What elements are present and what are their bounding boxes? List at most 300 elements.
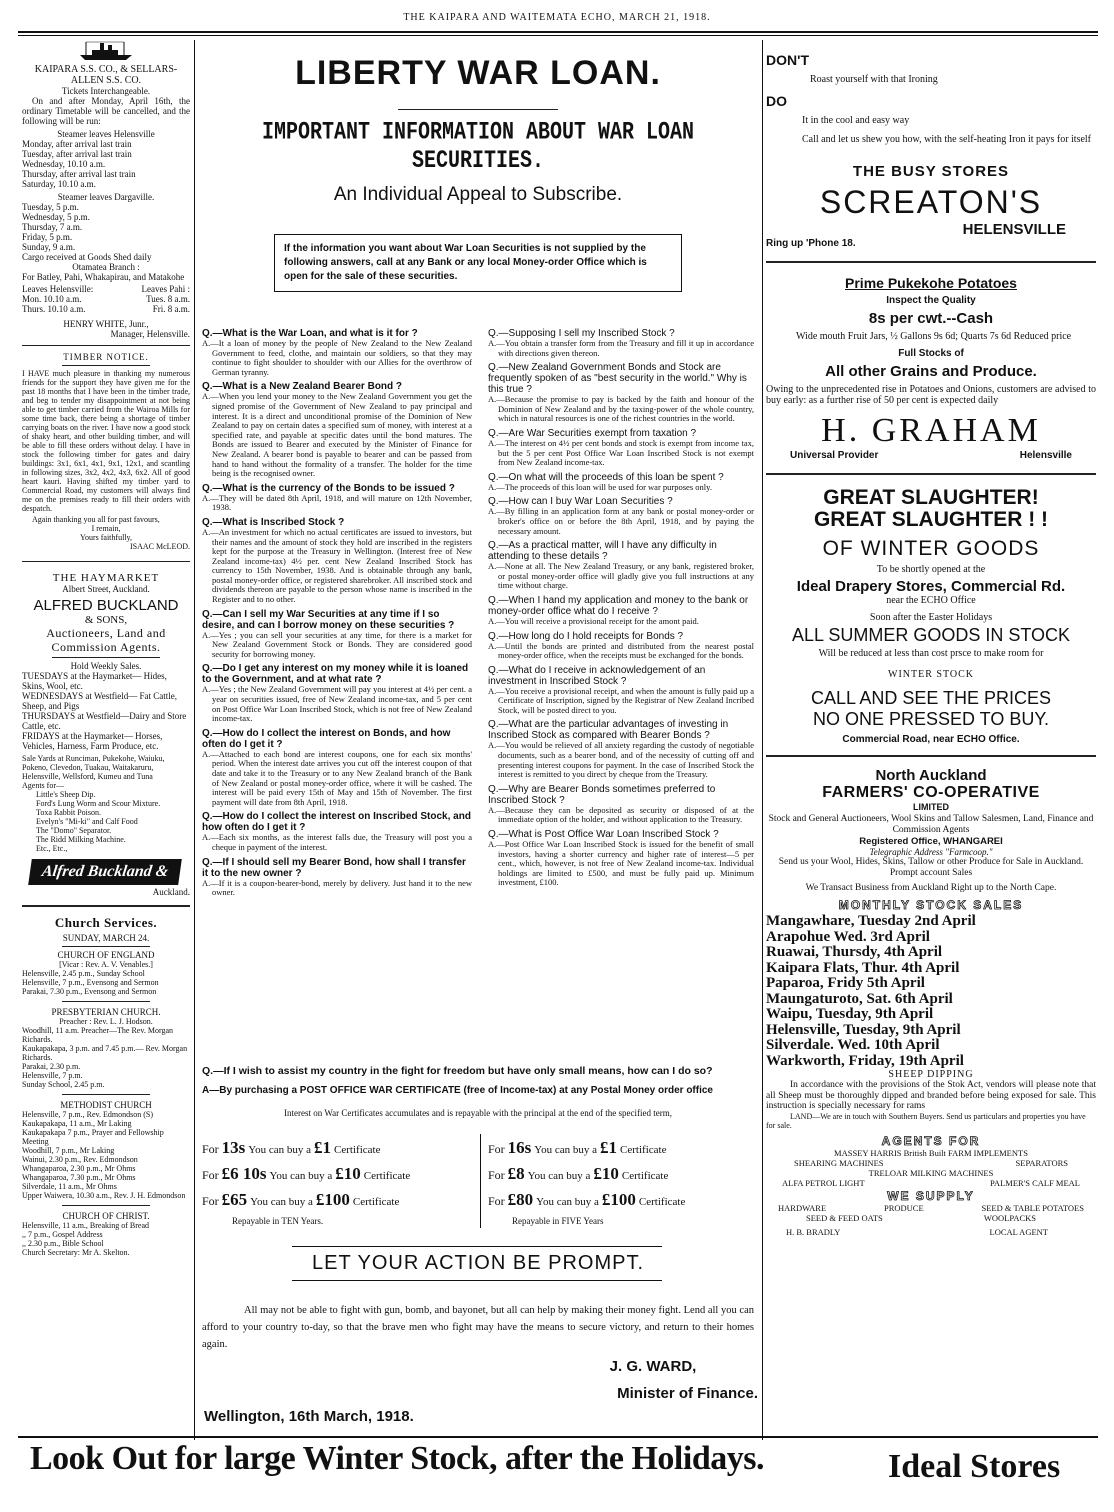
signer-name: J. G. WARD, xyxy=(609,1358,697,1375)
question: Q.—New Zealand Government Bonds and Stock are frequently spoken of as "best security in the world." Why is this true ? xyxy=(488,362,747,396)
certificate-row xyxy=(202,1138,472,1158)
reduced-text: Will be reduced at less than cost prsce to make room for xyxy=(818,648,1044,659)
question: Q.—What is Inscribed Stock ? xyxy=(202,516,345,528)
certificate-accumulates: Interest on War Certificates accumulates and is repayable with the principal at the end of the specified term, xyxy=(284,1108,672,1118)
kaipara-cargo: Cargo received at Goods Shed daily xyxy=(22,252,152,262)
list-item: Silverdale. Wed. 10th April xyxy=(766,1037,940,1053)
massey-harris: MASSEY HARRIS British Built FARM IMPLEMENTS xyxy=(834,1147,1028,1158)
woolpacks: WOOLPACKS xyxy=(983,1212,1036,1223)
left-column xyxy=(22,40,190,1440)
cert-label: Certificate xyxy=(638,1196,686,1208)
church-meth: METHODIST CHURCH xyxy=(60,1100,152,1110)
kaipara-sig1: HENRY WHITE, Junr., xyxy=(63,319,149,329)
place-date: Wellington, 16th March, 1918. xyxy=(204,1408,414,1425)
send-produce: Send us your Wool, Hides, Skins, Tallow or other Produce for Sale in Auckland. Prompt account Sales xyxy=(778,857,1084,878)
timber-yours: Yours faithfully, xyxy=(79,533,132,542)
qa-item xyxy=(202,811,472,852)
leaves-helensville: Leaves Helensville: xyxy=(22,284,94,294)
shearing-row xyxy=(766,1158,1096,1168)
divider xyxy=(52,657,160,658)
kaipara-batley: For Batley, Pahi, Whakapirau, and Matakohe xyxy=(22,272,185,282)
list-item: Whangaparoa, 2.30 p.m., Mr Ohms xyxy=(22,1164,136,1173)
list-item: Helensville, 2.45 p.m., Sunday School xyxy=(22,969,145,978)
summer-goods: ALL SUMMER GOODS IN STOCK xyxy=(791,625,1071,645)
question: Q.—How do I collect the interest on Inscribed Stock, and how often do I get it ? xyxy=(202,811,471,834)
answer: A.—Post Office War Loan Inscribed Stock is issued for the benefit of small investors, having a shorter currency and higher rate of interest—5 per cent., which, however, is not free of New Zealand income-tax. Individual holdings are limited to £500, and must be fully paid up. Minimum investment, £100. xyxy=(488,839,754,888)
qa-item xyxy=(202,609,472,660)
answer: A.—An investment for which no actual certificates are issued to investors, but their names and the amount of stock they hold are inscribed in the registers kept for the purpose at the Treasury in Wellington. (Interest free of New Zealand income-tax) 4½ per. cent New Zealand Inscribed Stock has currency to 15th November, 1938. And is obtainable through any bank, postal money-order office, or registered sharebroker. All inscribed stock and dividends thereon are payable to the person whose name is inscribed in the Register and to no other. xyxy=(202,526,472,605)
buckland-ad xyxy=(22,572,190,906)
palmers: PALMER'S CALF MEAL xyxy=(989,1177,1080,1188)
cert-label: Certificate xyxy=(363,1170,411,1182)
list-item: Waipu, Tuesday, 9th April xyxy=(766,1006,934,1022)
ideal-drapery: Ideal Drapery Stores, Commercial Rd. xyxy=(796,578,1066,595)
graham-town: Helensville xyxy=(1019,450,1072,461)
owing-text: Owing to the unprecedented rise in Potatoes and Onions, customers are advised to buy early: as a further rise of 50 per cent is expected daily xyxy=(766,384,1096,406)
certificate-row xyxy=(488,1190,754,1210)
list-item: Church Secretary: Mr A. Skelton. xyxy=(22,1248,130,1257)
question: Q.—Why are Bearer Bonds sometimes preferred to Inscribed Stock ? xyxy=(488,783,716,806)
right-column xyxy=(766,40,1096,1440)
supply-row-2 xyxy=(766,1213,1096,1223)
divider xyxy=(62,1205,150,1206)
list-item: Parakai, 7.30 p.m., Evensong and Sermon xyxy=(22,987,157,996)
lookout-footer: Look Out for large Winter Stock, after the Holidays. xyxy=(30,1440,764,1477)
list-item: ,, 2.30 p.m., Bible School xyxy=(22,1239,104,1248)
to-be-opened: To be shortly opened at the xyxy=(876,564,986,575)
farmers-coop: FARMERS' CO-OPERATIVE xyxy=(822,784,1040,801)
cert-price: £6 10s xyxy=(221,1164,267,1183)
list-item: Kaipara Flats, Thur. 4th April xyxy=(766,959,960,976)
buckland-items xyxy=(22,790,190,853)
question: Q.—Supposing I sell my Inscribed Stock ? xyxy=(488,328,675,339)
buckland-sons: & SONS, xyxy=(84,614,128,626)
answer: A.—They will be dated 8th April, 1918, and will mature on 12th November, 1938. xyxy=(202,492,472,513)
ideal-stores-footer: Ideal Stores xyxy=(888,1448,1061,1485)
column-rule-left xyxy=(194,40,195,1440)
question: Q.—What is the currency of the Bonds to be issued ? xyxy=(202,482,455,494)
certificate-row xyxy=(488,1164,754,1184)
timber-notice xyxy=(22,352,190,551)
church-title: Church Services. xyxy=(54,915,158,930)
qa-item xyxy=(488,540,754,591)
answer: A.—If it is a coupon-bearer-bond, merely by delivery. Just hand it to the new owner. xyxy=(202,877,472,898)
buckland-fri: FRIDAYS at the Haymarket— Horses, Vehicles, Harness, Farm Produce, etc. xyxy=(22,731,163,751)
timber-title: TIMBER NOTICE. xyxy=(63,352,149,362)
question: Q.—What is the War Loan, and what is it for ? xyxy=(202,328,418,339)
slaughter-1: GREAT SLAUGHTER! xyxy=(823,486,1039,509)
qa-item xyxy=(202,328,472,377)
church-christ: CHURCH OF CHRIST. xyxy=(62,1211,150,1221)
answer: A.—The interest on 4½ per cent bonds and stock is exempt from income tax, but the 5 per cent Post Office War Loan Inscribed Stock is not exempt from New Zealand income-tax. xyxy=(488,437,754,468)
question: Q.—Do I get any interest on my money while it is loaned to the Government, and at what rate ? xyxy=(202,663,469,686)
agent-name: H. B. BRADLY xyxy=(786,1226,841,1237)
list-item: Thursday, after arrival last train xyxy=(22,169,136,179)
qa-item xyxy=(202,517,472,605)
answer: A.—You receive a provisional receipt, and when the amount is fully paid up a Certificate of Inscription, signed by the Registrar of New Zealand Incribed Stock, will be posted direct to you. xyxy=(488,685,754,715)
list-item: ,, 7 p.m., Gospel Address xyxy=(22,1230,103,1239)
list-item: Helensville, Tuesday, 9th April xyxy=(766,1021,961,1038)
buckland-agents: Agents for— xyxy=(22,781,64,790)
qa-item xyxy=(488,665,754,716)
screatons-town: HELENSVILLE xyxy=(962,221,1066,238)
certificate-row xyxy=(488,1138,754,1158)
produce: PRODUCE xyxy=(884,1202,924,1213)
list-item: Evelyn's "Mi-ki" and Calf Food xyxy=(36,817,138,826)
list-item: Helensville, 11 a.m., Breaking of Bread xyxy=(22,1221,149,1230)
certificate-row xyxy=(202,1190,472,1210)
divider xyxy=(766,755,1096,757)
answer: A.—Until the bonds are printed and distributed from the nearest postal money-order office, when the receipts must be exchanged for the bonds. xyxy=(488,640,754,661)
list-item: Monday, after arrival last train xyxy=(22,139,132,149)
grains-produce: All other Grains and Produce. xyxy=(825,363,1037,380)
stock-auctioneers: Stock and General Auctioneers, Wool Skins and Tallow Salesmen, Land, Finance and Commission Agents xyxy=(768,814,1094,835)
list-item: Tuesday, 5 p.m. xyxy=(22,202,79,212)
divider xyxy=(62,365,150,366)
divider xyxy=(398,109,558,110)
list-item: Kaukapakapa 7 p.m., Prayer and Fellowship Meeting xyxy=(22,1128,164,1146)
call-see-prices: CALL AND SEE THE PRICES xyxy=(810,688,1052,708)
buckland-logo: Alfred Buckland & Sons xyxy=(28,859,182,885)
do-heading: DO xyxy=(766,93,787,109)
small-means-question: Q.—If I wish to assist my country in the fight for freedom but have only small means, how can I do so? xyxy=(202,1065,713,1077)
cert-value: £1 xyxy=(314,1138,332,1157)
inspect-quality: Inspect the Quality xyxy=(886,295,976,306)
buckland-yards: Sale Yards at Runciman, Pukekohe, Waiuku, Pokeno, Clevedon, Tuakau, Waitakaruru, Helensville, Wellsford, Kumeu and Tuna xyxy=(22,754,165,781)
agent-row xyxy=(766,1223,1096,1237)
church-cofe: CHURCH OF ENGLAND xyxy=(57,950,155,960)
time-thurs: Thurs. 10.10 a.m. xyxy=(22,304,86,314)
stock-sales-list xyxy=(766,914,1096,1069)
timber-remain: I remain, xyxy=(91,524,121,533)
list-item: Friday, 5 p.m. xyxy=(22,232,73,242)
for-label: For xyxy=(488,1194,505,1208)
answer: A.—You obtain a transfer form from the Treasury and fill it up in accordance with directions given thereon. xyxy=(488,338,754,358)
list-item: Sunday, 9 a.m. xyxy=(22,242,76,252)
buckland-trade: Auctioneers, Land and Commission Agents. xyxy=(46,626,166,654)
answer: A.—Because the promise to pay is backed by the faith and honour of the Dominion of New Zealand and by the taxing-power of the whole country, which in natural resources is one of the richest countries in the world. xyxy=(488,394,754,424)
land-text: LAND—We are in touch with Southern Buyers. Send us particulars and properties you have for sale. xyxy=(766,1111,1086,1130)
call-text: Call and let us shew you how, with the self-heating Iron it pays for itself xyxy=(802,134,1092,145)
church-pres-list xyxy=(22,1026,190,1089)
list-item: Upper Waiwera, 10.30 a.m., Rev. J. H. Edmondson xyxy=(22,1191,186,1200)
qa-item xyxy=(488,595,754,627)
question: Q.—As a practical matter, will I have any difficulty in attending to these details ? xyxy=(488,540,717,563)
buckland-wed: WEDNESDAYS at Westfield— Fat Cattle, Sheep, and Pigs xyxy=(22,691,178,711)
for-label: For xyxy=(488,1142,505,1156)
list-item: Silverdale, 11 a.m., Mr Ohms xyxy=(22,1182,117,1191)
divider xyxy=(766,473,1096,475)
timber-body: I HAVE much pleasure in thanking my numerous friends for the support they have given me for the past 18 months that I have been in the timber trade, and beg to tender my disappointment at not being able to get timber carried from the Wairoa Mills for some time back, there being a shortage of timber carrying boats on the river. I have now a good stock of shaky heart, and other building timber, and will be able to fill these orders without delay. I have in stock the following timber for gates and dairy buildings: 3x1, 6x1, 4x1, 9x1, 12x1, and scantling in following sizes, 3x2, 4x2, 4x3, 6x2. All of good heart kauri. Having shifted my timber yard to Commercial Road, my customers will always find me on the premises ready to fill their orders with despatch. xyxy=(22,369,190,513)
list-item: Sunday School, 2.45 p.m. xyxy=(22,1080,105,1089)
time-tues: Tues. 8 a.m. xyxy=(146,294,190,304)
church-meth-list xyxy=(22,1110,190,1200)
question: Q.—How do I collect the interest on Bonds, and how often do I get it ? xyxy=(202,727,451,750)
list-item: The "Domo" Separator. xyxy=(36,826,112,835)
full-stocks: Full Stocks of xyxy=(898,348,964,359)
church-christ-list xyxy=(22,1221,190,1257)
sheep-dipping: SHEEP DIPPING xyxy=(888,1069,974,1080)
list-item: The Ridd Milking Machine. xyxy=(36,835,126,844)
church-services xyxy=(22,915,190,1257)
buy-label: You can buy a xyxy=(250,1196,313,1208)
answer: A.—You would be relieved of all anxiety regarding the custody of negotiable documents, such as a bearer bond, and of the necessity of cutting off and presenting interest coupons for payment. In the case of Inscribed Stock the interest is remitted to you direct by cheque from the Treasury. xyxy=(488,740,754,780)
commercial-road: Commercial Road, near ECHO Office. xyxy=(842,734,1020,745)
list-item: Helensville, 7 p.m. xyxy=(22,1071,83,1080)
list-item: Wednesday, 10.10 a.m. xyxy=(22,159,106,169)
separators: SEPARATORS xyxy=(1015,1157,1068,1168)
for-label: For xyxy=(202,1194,219,1208)
question: Q.—What do I receive in acknowledgement of an investment in Inscribed Stock ? xyxy=(488,664,706,687)
list-item: Arapohue Wed. 3rd April xyxy=(766,928,930,945)
question: Q.—When I hand my application and money to the bank or money-order office what do I receive ? xyxy=(488,594,749,617)
repayable-ten: Repayable in TEN Years. xyxy=(232,1216,324,1226)
qa-item xyxy=(202,381,472,478)
winter-stock: WINTER STOCK xyxy=(888,669,974,680)
leaves-pahi: Leaves Pahi : xyxy=(141,284,190,294)
for-label: For xyxy=(202,1168,219,1182)
divider xyxy=(766,261,1096,263)
kaipara-otamatea: Otamatea Branch : xyxy=(72,262,140,272)
agents-for: AGENTS FOR xyxy=(881,1133,981,1148)
kaipara-list2 xyxy=(22,202,190,252)
loan-title: LIBERTY WAR LOAN. xyxy=(295,54,661,92)
top-rule-thin xyxy=(18,35,1098,36)
cert-value: £1 xyxy=(600,1138,618,1157)
question: Q.—What are the particular advantages of investing in Inscribed Stock as compared with Bearer Bonds ? xyxy=(488,719,729,742)
answer: A.—It a loan of money by the people of New Zealand to the New Zealand Government to feed, clothe, and maintain our soldiers, so that they may continue to fight shoulder to shoulder with our Allies for the overthrow of German tyranny. xyxy=(202,338,472,377)
buckland-thu: THURSDAYS at Westfield—Dairy and Store Cattle, etc. xyxy=(22,711,187,731)
list-item: Toxa Rabbit Poison. xyxy=(36,808,101,817)
soon-after: Soon after the Easter Holidays xyxy=(869,612,993,623)
answer: A.—When you lend your money to the New Zealand Government you get the signed promise of the Government of New Zealand to pay principal and interest. It is a direct and unconditional promise of the Dominion of New Zealand to pay on certain dates a specified sum of money, with interest at a specified rate, and payable at specific dates until the bond matures. The Bonds are issued to Bearer and executed by the Minister of Finance for New Zealand. A bearer bond is payable to bearer and can be passed from hand to hand without the formality of a transfer. The holder for the time being is the recognised owner. xyxy=(202,391,472,479)
list-item: Etc., Etc., xyxy=(36,844,68,853)
do-text: It in the cool and easy way xyxy=(802,115,910,126)
question: Q.—If I should sell my Bearer Bond, how shall I transfer it to the new owner ? xyxy=(202,856,466,879)
supply-row-1 xyxy=(766,1203,1096,1213)
divider xyxy=(22,345,190,346)
list-item: Wainui, 2.30 p.m., Rev. Edmondson xyxy=(22,1155,138,1164)
closing-appeal: All may not be able to fight with gun, bomb, and bayonet, but all can help by making their money fight. Lend all you can afford to your country to-day, so that the brave men who fight may have the means to secure victory, and return to their homes again. xyxy=(202,1305,754,1350)
timber-again: Again thanking you all for past favours, xyxy=(32,515,160,524)
cert-label: Certificate xyxy=(620,1144,667,1156)
graham-name: H. GRAHAM xyxy=(821,412,1041,449)
small-means-section xyxy=(202,1062,754,1118)
buckland-city: Auckland. xyxy=(152,887,190,897)
kaipara-sub: Tickets Interchangeable. xyxy=(61,86,151,96)
war-loan-ad xyxy=(198,40,758,1440)
for-label: For xyxy=(202,1142,219,1156)
potatoes-heading: Prime Pukekohe Potatoes xyxy=(845,275,1017,291)
oats: SEED & FEED OATS xyxy=(806,1212,883,1223)
transact: We Transact Business from Auckland Right up to the North Cape. xyxy=(805,883,1057,893)
list-item: Tuesday, after arrival last train xyxy=(22,149,132,159)
kaipara-times-row2 xyxy=(22,304,190,314)
slaughter-2: GREAT SLAUGHTER ! ! xyxy=(813,508,1049,531)
qa-item xyxy=(488,428,754,468)
list-item: Parakai, 2.30 p.m. xyxy=(22,1062,81,1071)
answer: A.—The proceeds of this loan will be used for war purposes only. xyxy=(488,481,712,492)
time-mon: Mon. 10.10 a.m. xyxy=(22,294,82,304)
church-preacher: Preacher : Rev. L. J. Hodson. xyxy=(59,1017,153,1026)
cert-value: £10 xyxy=(593,1164,619,1183)
list-item: Thursday, 7 a.m. xyxy=(22,222,83,232)
ring-phone: Ring up 'Phone 18. xyxy=(766,238,856,249)
qa-item xyxy=(488,631,754,661)
action-heading: LET YOUR ACTION BE PROMPT. xyxy=(312,1252,644,1274)
divider xyxy=(62,1001,150,1002)
winter-goods: OF WINTER GOODS xyxy=(822,537,1040,560)
timber-sig: ISAAC McLEOD. xyxy=(130,542,190,551)
dont-heading: DON'T xyxy=(766,52,809,68)
cert-label: Certificate xyxy=(334,1144,381,1156)
cert-label: Certificate xyxy=(621,1170,669,1182)
cert-price: £8 xyxy=(507,1164,525,1183)
buckland-tue: TUESDAYS at the Haymarket— Hides, Skins, Wool, etc. xyxy=(22,671,167,691)
graham-footer xyxy=(766,450,1096,461)
we-supply: WE SUPPLY xyxy=(887,1188,975,1203)
buckland-place: THE HAYMARKET xyxy=(52,572,160,584)
question: Q.—Can I sell my War Securities at any time if I so desire, and can I borrow money on these securities ? xyxy=(202,608,455,631)
list-item: Maungaturoto, Sat. 6th April xyxy=(766,990,953,1007)
list-item: Helensville, 7 p.m., Rev. Edmondson (S) xyxy=(22,1110,154,1119)
bottom-rule xyxy=(18,1436,1098,1438)
kaipara-h2: Steamer leaves Dargaville. xyxy=(57,192,155,202)
action-rule-top xyxy=(292,1246,662,1247)
kaipara-ad xyxy=(22,40,190,339)
top-rule xyxy=(18,31,1098,33)
cert-price: 16s xyxy=(507,1138,532,1157)
answer: A.—None at all. The New Zealand Treasury, or any bank, registered broker, or postal money-order office will gladly give you full instructions at any time without charge. xyxy=(488,561,754,591)
question: Q.—What is a New Zealand Bearer Bond ? xyxy=(202,381,403,393)
qa-item xyxy=(202,857,472,898)
qa-item xyxy=(488,784,754,825)
buy-label: You can buy a xyxy=(527,1170,591,1182)
qa-item xyxy=(488,719,754,779)
kaipara-list1 xyxy=(22,139,190,189)
question: Q.—Are War Securities exempt from taxation ? xyxy=(488,427,697,439)
signer-role: Minister of Finance. xyxy=(617,1385,758,1402)
divider xyxy=(22,561,190,562)
screatons: SCREATON'S xyxy=(819,184,1043,220)
kaipara-intro: On and after Monday, April 16th, the ordinary Timetable will be cancelled, and the following will be run: xyxy=(22,96,190,126)
answer: A.—You will receive a provisional receipt for the amont paid. xyxy=(488,615,699,626)
kaipara-sig2: Manager, Helensville. xyxy=(110,329,190,339)
loan-appeal: An Individual Appeal to Subscribe. xyxy=(333,184,623,205)
cert-value: £10 xyxy=(335,1164,361,1183)
list-item: Warkworth, Friday, 19th April xyxy=(766,1052,964,1069)
loan-subtitle: IMPORTANT INFORMATION ABOUT WAR LOAN SECURITIES. xyxy=(261,118,695,176)
certificates-ten-year xyxy=(202,1138,472,1226)
cert-value: £100 xyxy=(315,1190,350,1209)
list-item: Ford's Lung Worm and Scour Mixture. xyxy=(36,799,161,808)
telegraphic: Telegraphic Address "Farmcoop." xyxy=(869,847,993,857)
certificates-five-year xyxy=(488,1138,754,1226)
kaipara-times-header xyxy=(22,284,190,294)
busy-stores: THE BUSY STORES xyxy=(852,163,1010,180)
divider xyxy=(62,946,150,947)
cert-value: £100 xyxy=(601,1190,636,1209)
question: Q.—How can I buy War Loan Securities ? xyxy=(488,496,673,508)
dipping-text: In accordance with the provisions of the Stok Act, vendors will please note that all Sheep must be thoroughly dipped and branded before being exposed for sale. This instruction is specially necessary for rams xyxy=(766,1080,1096,1111)
alfa-row xyxy=(766,1178,1096,1188)
cert-price: 13s xyxy=(221,1138,246,1157)
list-item: Woodhill, 7 p.m., Mr Laking xyxy=(22,1146,115,1155)
buckland-street: Albert Street, Auckland. xyxy=(62,584,150,594)
action-rule-bottom xyxy=(292,1280,662,1281)
treloar: TRELOAR MILKING MACHINES xyxy=(868,1167,994,1178)
qa-item xyxy=(488,472,754,493)
list-item: Woodhill, 11 a.m. Preacher—The Rev. Morgan Richards. xyxy=(22,1026,174,1044)
seed-potatoes: SEED & TABLE POTATOES xyxy=(981,1202,1084,1213)
answer: A.—Each six months, as the interest falls due, the Treasury will post you a cheque in payment of the interest. xyxy=(202,832,472,852)
registered-office: Registered Office, WHANGAREI xyxy=(859,836,1003,847)
question: Q.—What is Post Office War Loan Inscribed Stock ? xyxy=(488,829,719,841)
alfa: ALFA PETROL LIGHT xyxy=(782,1177,865,1188)
church-vicar: [Vicar : Rev. A. V. Venables.] xyxy=(59,960,153,969)
qa-left-column xyxy=(202,324,472,898)
kaipara-h1: Steamer leaves Helensville xyxy=(57,129,155,139)
list-item: Ruawai, Thursdy, 4th April xyxy=(766,944,943,960)
kaipara-title: KAIPARA S.S. CO., & SELLARS-ALLEN S.S. CO. xyxy=(34,64,178,86)
potato-price: 8s per cwt.--Cash xyxy=(868,310,994,327)
list-item: Kaukapakapa, 3 p.m. and 7.45 p.m.— Rev. Morgan Richards. xyxy=(22,1044,188,1062)
answer: A.—Because they can be deposited as security or disposed of at the immediate option of the holder, and without application to the Treasury. xyxy=(488,804,754,825)
list-item: Kaukapakapa, 11 a.m., Mr Laking xyxy=(22,1119,132,1128)
list-item: Helensville, 7 p.m., Evensong and Sermon xyxy=(22,978,159,987)
near-echo: near the ECHO Office xyxy=(886,595,976,606)
hardware: HARDWARE xyxy=(778,1202,827,1213)
qa-item xyxy=(488,362,754,424)
cert-label: Certificate xyxy=(352,1196,400,1208)
list-item: Paparoa, Fridy 5th April xyxy=(766,975,925,991)
certificate-divider xyxy=(480,1134,481,1228)
fruit-jars: Wide mouth Fruit Jars, ½ Gallons 9s 6d; Quarts 7s 6d Reduced price xyxy=(796,331,1072,342)
buy-label: You can buy a xyxy=(269,1170,333,1182)
buy-label: You can buy a xyxy=(248,1144,312,1156)
cert-price: £80 xyxy=(507,1190,534,1209)
answer: A.—Yes ; you can sell your securities at any time, for there is a market for New Zealand Government Stock or Bonds. They are considered good security for borrowing money. xyxy=(202,629,472,659)
qa-item xyxy=(488,829,754,888)
buckland-weekly: Hold Weekly Sales. xyxy=(70,661,142,671)
list-item: Little's Sheep Dip. xyxy=(36,790,96,799)
no-one-pressed: NO ONE PRESSED TO BUY. xyxy=(812,709,1050,729)
church-date: SUNDAY, MARCH 24. xyxy=(62,933,150,943)
cert-price: £65 xyxy=(221,1190,248,1209)
monthly-stock-sales: MONTHLY STOCK SALES xyxy=(838,898,1024,912)
loan-info-box: If the information you want about War Loan Securities is not supplied by the following answers, call at any Bank or any local Money-order Office which is open for the sale of these securities. xyxy=(274,234,682,292)
for-label: For xyxy=(488,1168,505,1182)
repayable-five: Repayable in FIVE Years xyxy=(512,1216,604,1226)
dont-text: Roast yourself with that Ironing xyxy=(810,74,938,85)
list-item: Saturday, 10.10 a.m. xyxy=(22,179,96,189)
north-auckland: North Auckland xyxy=(875,767,987,784)
limited: LIMITED xyxy=(913,802,949,812)
kaipara-times-row1 xyxy=(22,294,190,304)
qa-item xyxy=(488,496,754,536)
answer: A.—By filling in an application form at any bank or postal money-order or broker's office on or before the 8th April, 1918, and by paying the necessary amount. xyxy=(488,506,754,536)
masthead: THE KAIPARA AND WAITEMATA ECHO, MARCH 21, 1918. xyxy=(403,12,711,23)
question: Q.—How long do I hold receipts for Bonds ? xyxy=(488,630,684,642)
answer: A.—Yes ; the New Zealand Government will pay you interest at 4½ per cent. a year on securities issued, free of New Zealand income-tax, and 5 per cent on Post Office War Loan Inscribed Stock, which is not free of New Zealand income-tax. xyxy=(202,684,472,724)
church-cofe-list xyxy=(22,969,190,996)
list-item: Mangawhare, Tuesday 2nd April xyxy=(766,913,976,929)
small-means-answer: A—By purchasing a POST OFFICE WAR CERTIFICATE (free of Income-tax) at any Postal Money order office xyxy=(202,1085,713,1096)
answer: A.—Attached to each bond are interest coupons, one for each six months' period. When the interest date arrives you cut off the interest coupon of that date and take it to the Treasury or to any New Zealand branch of the Bank of New Zealand or postal money-order office, where it will be cashed. The interest will be paid every 15th of May and 15th of November. The first payment will date from 8th April, 1918. xyxy=(202,748,472,807)
qa-item xyxy=(488,328,754,358)
buckland-name: ALFRED BUCKLAND xyxy=(33,597,179,614)
church-pres: PRESBYTERIAN CHURCH. xyxy=(51,1007,161,1017)
